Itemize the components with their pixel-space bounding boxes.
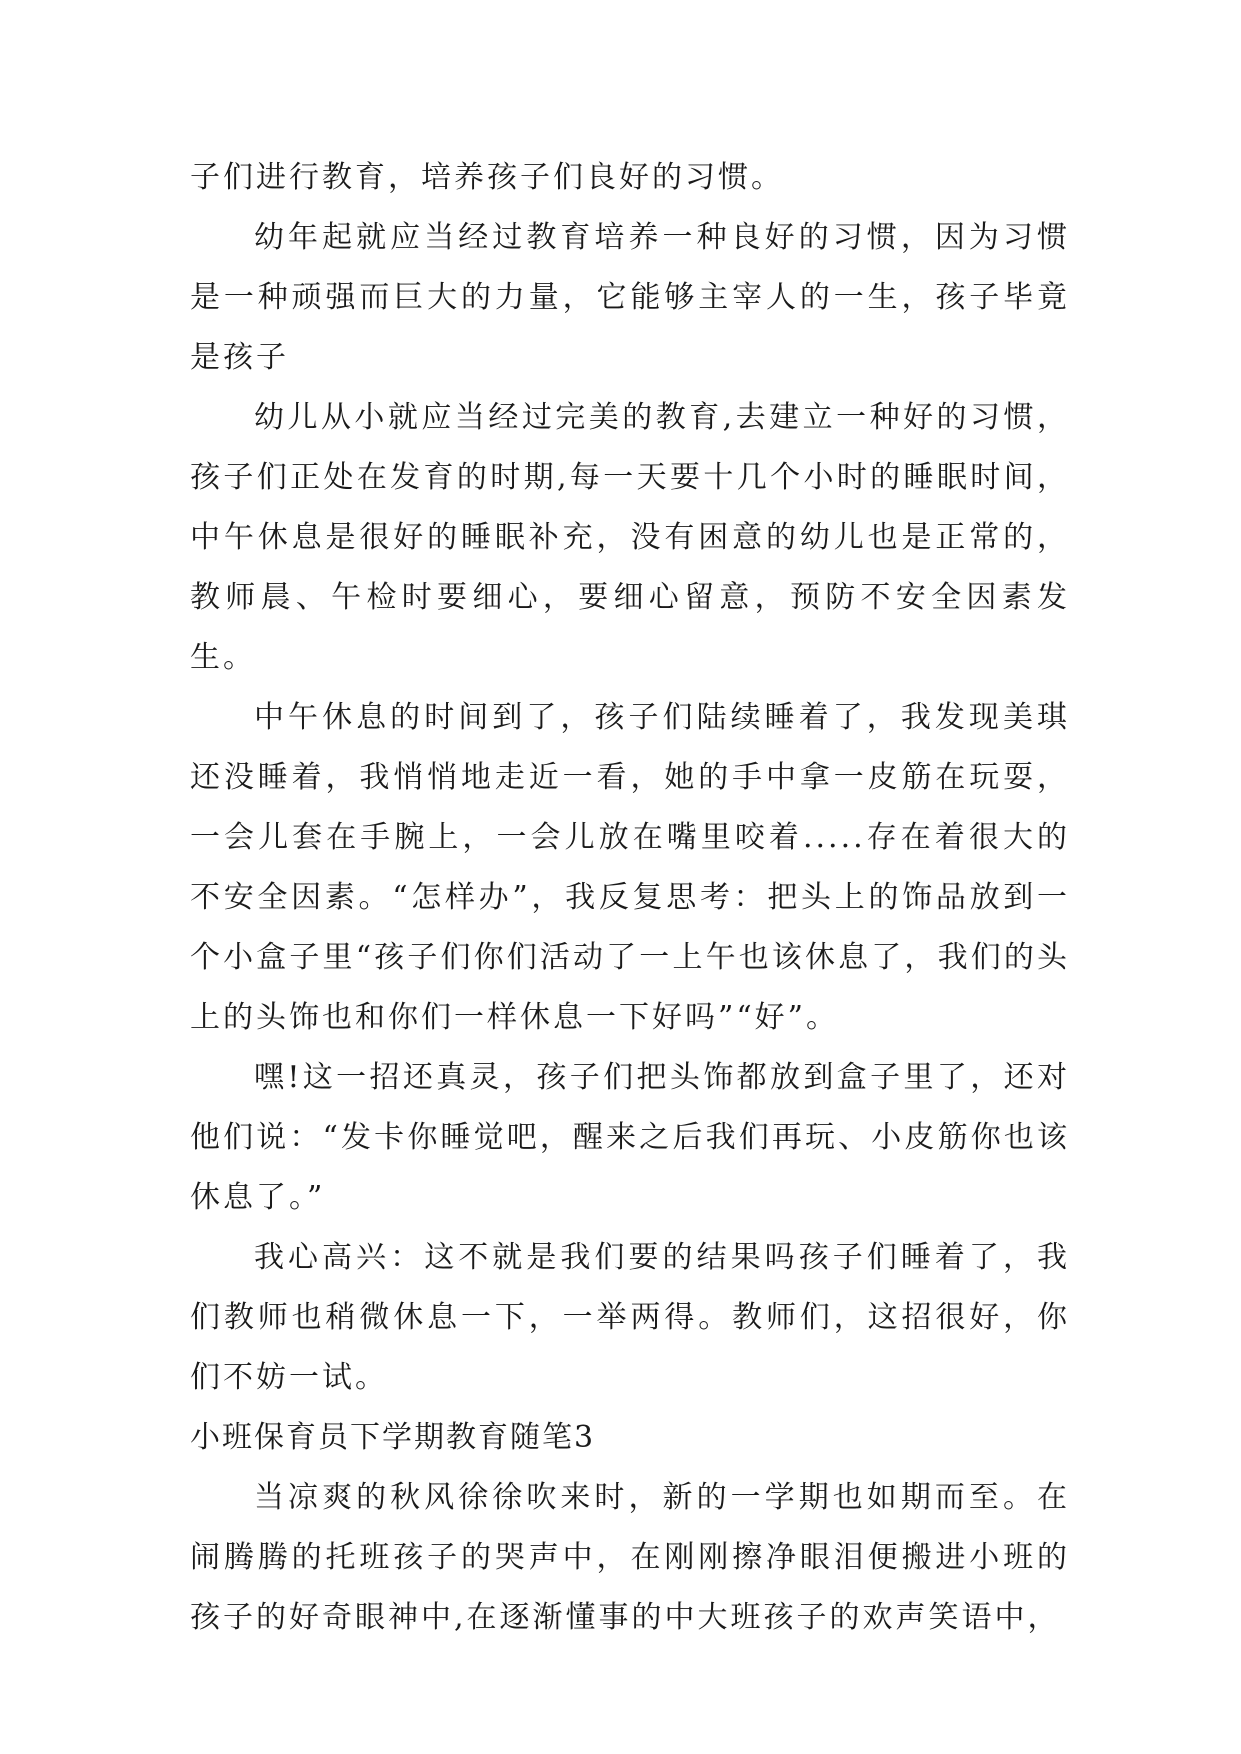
paragraph-1: 子们进行教育，培养孩子们良好的习惯。: [190, 160, 784, 195]
paragraph-2: 幼年起就应当经过教育培养一种良好的习惯，因为习惯是一种顽强而巨大的力量，它能够主宰人的一生，孩子毕竟是孩子: [190, 220, 1070, 375]
paragraph-6: 我心高兴：这不就是我们要的结果吗孩子们睡着了，我们教师也稍微休息一下，一举两得。教师们，这招很好，你们不妨一试。: [190, 1240, 1070, 1395]
document-page: [190, 148, 1070, 1648]
paragraph-3: 幼儿从小就应当经过完美的教育,去建立一种好的习惯，孩子们正处在发育的时期,每一天要十几个小时的睡眠时间，中午休息是很好的睡眠补充，没有困意的幼儿也是正常的，教师晨、午检时要细心，要细心留意，预防不安全因素发生。: [190, 400, 1070, 675]
section-heading: 小班保育员下学期教育随笔3: [190, 1420, 596, 1455]
paragraph-4: 中午休息的时间到了，孩子们陆续睡着了，我发现美琪还没睡着，我悄悄地走近一看，她的手中拿一皮筋在玩耍，一会儿套在手腕上，一会儿放在嘴里咬着.....存在着很大的不安全因素。“怎样办”，我反复思考：把头上的饰品放到一个小盒子里“孩子们你们活动了一上午也该休息了，我们的头上的头饰也和你们一样休息一下好吗”“好”。: [190, 700, 1070, 1035]
paragraph-5: 嘿!这一招还真灵，孩子们把头饰都放到盒子里了，还对他们说：“发卡你睡觉吧，醒来之后我们再玩、小皮筋你也该休息了。”: [190, 1060, 1070, 1215]
paragraph-7: 当凉爽的秋风徐徐吹来时，新的一学期也如期而至。在闹腾腾的托班孩子的哭声中，在刚刚擦净眼泪便搬进小班的孩子的好奇眼神中,在逐渐懂事的中大班孩子的欢声笑语中，: [190, 1480, 1070, 1635]
